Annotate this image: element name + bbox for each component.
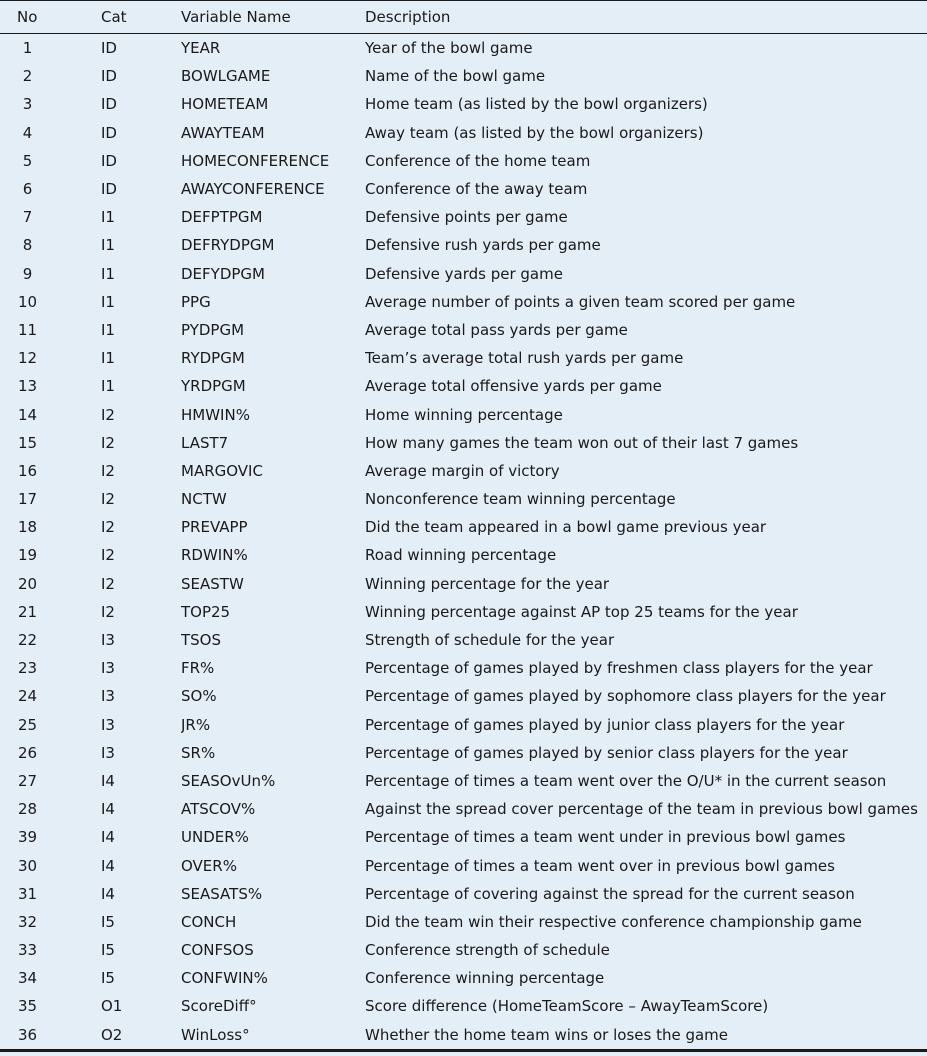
cell-description: Nonconference team winning percentage bbox=[365, 490, 676, 509]
cell-description: Percentage of times a team went over in previous bowl games bbox=[365, 856, 835, 875]
table-row bbox=[0, 767, 927, 795]
cell-cat: I2 bbox=[101, 433, 115, 452]
cell-no: 2 bbox=[22, 67, 33, 86]
table-row bbox=[0, 992, 927, 1020]
table-row bbox=[0, 1021, 927, 1051]
cell-description: Winning percentage for the year bbox=[365, 574, 610, 593]
cell-no: 9 bbox=[22, 264, 33, 283]
cell-description: Year of the bowl game bbox=[365, 39, 533, 58]
cell-variable-name: RDWIN% bbox=[181, 546, 248, 565]
cell-no: 32 bbox=[17, 912, 38, 931]
cell-cat: I2 bbox=[101, 490, 115, 509]
cell-cat: O2 bbox=[101, 1021, 181, 1051]
cell-cat: I3 bbox=[101, 743, 115, 762]
cell-description: Against the spread cover percentage of the team in previous bowl games bbox=[365, 800, 918, 819]
table-row bbox=[0, 203, 927, 231]
cell-variable-name: FR% bbox=[181, 659, 215, 678]
table-row bbox=[0, 429, 927, 457]
table-row bbox=[0, 795, 927, 823]
cell-variable-name: SR% bbox=[181, 743, 216, 762]
table-row bbox=[0, 908, 927, 936]
cell-description: Average total pass yards per game bbox=[365, 320, 628, 339]
cell-cat: I3 bbox=[101, 659, 115, 678]
cell-cat: I2 bbox=[101, 602, 115, 621]
cell-variable-name: PYDPGM bbox=[181, 320, 245, 339]
cell-variable-name: DEFRYDPGM bbox=[181, 236, 275, 255]
cell-cat: I4 bbox=[101, 800, 115, 819]
header-no: No bbox=[0, 1, 101, 34]
cell-variable-name: SEASTW bbox=[181, 574, 244, 593]
cell-cat: I1 bbox=[101, 264, 115, 283]
table-row bbox=[0, 598, 927, 626]
cell-cat: ID bbox=[101, 151, 117, 170]
table-row bbox=[0, 344, 927, 372]
cell-description: Average number of points a given team scored per game bbox=[365, 292, 796, 311]
cell-no: 30 bbox=[17, 856, 38, 875]
table-row bbox=[0, 147, 927, 175]
cell-cat: I3 bbox=[101, 715, 115, 734]
cell-cat: I2 bbox=[101, 574, 115, 593]
cell-no: 21 bbox=[17, 602, 38, 621]
cell-variable-name: JR% bbox=[181, 715, 211, 734]
table-row bbox=[0, 288, 927, 316]
cell-no: 4 bbox=[22, 123, 33, 142]
cell-variable-name: AWAYTEAM bbox=[181, 123, 265, 142]
table-row bbox=[0, 372, 927, 400]
cell-variable-name: YEAR bbox=[181, 39, 221, 58]
cell-variable-name: CONCH bbox=[181, 912, 237, 931]
cell-description: Did the team win their respective conference championship game bbox=[365, 912, 862, 931]
table-row bbox=[0, 119, 927, 147]
cell-variable-name: ScoreDiff° bbox=[181, 997, 257, 1016]
cell-variable-name: CONFWIN% bbox=[181, 969, 268, 988]
cell-description: Team’s average total rush yards per game bbox=[365, 349, 684, 368]
cell-variable-name: YRDPGM bbox=[181, 377, 246, 396]
cell-no: 17 bbox=[17, 490, 38, 509]
cell-no: 16 bbox=[17, 461, 38, 480]
cell-cat: I3 bbox=[101, 687, 115, 706]
cell-description: Percentage of times a team went under in previous bowl games bbox=[365, 828, 846, 847]
cell-description: Winning percentage against AP top 25 teams for the year bbox=[365, 602, 798, 621]
cell-cat: I4 bbox=[101, 828, 115, 847]
cell-no: 12 bbox=[17, 349, 38, 368]
cell-description: Percentage of games played by junior class players for the year bbox=[365, 715, 845, 734]
cell-no: 39 bbox=[17, 828, 38, 847]
table-row bbox=[0, 260, 927, 288]
cell-no: 14 bbox=[17, 405, 38, 424]
cell-cat: O1 bbox=[101, 997, 123, 1016]
table-row bbox=[0, 711, 927, 739]
table-row bbox=[0, 964, 927, 992]
table-row bbox=[0, 62, 927, 90]
cell-variable-name: AWAYCONFERENCE bbox=[181, 180, 325, 199]
cell-no: 19 bbox=[17, 546, 38, 565]
cell-description: Conference winning percentage bbox=[365, 969, 605, 988]
table-row bbox=[0, 880, 927, 908]
cell-description: Percentage of games played by freshmen class players for the year bbox=[365, 659, 873, 678]
cell-variable-name: WinLoss° bbox=[181, 1021, 365, 1051]
cell-description: Percentage of times a team went over the O/U* in the current season bbox=[365, 771, 887, 790]
cell-cat: ID bbox=[101, 39, 117, 58]
cell-description: Average total offensive yards per game bbox=[365, 377, 662, 396]
cell-no: 28 bbox=[17, 800, 38, 819]
cell-description: Away team (as listed by the bowl organizers) bbox=[365, 123, 704, 142]
cell-variable-name: RYDPGM bbox=[181, 349, 245, 368]
cell-no: 24 bbox=[17, 687, 38, 706]
cell-cat: I1 bbox=[101, 292, 115, 311]
cell-cat: ID bbox=[101, 123, 117, 142]
header-row bbox=[0, 1, 927, 34]
cell-variable-name: SEASOvUn% bbox=[181, 771, 276, 790]
cell-cat: I5 bbox=[101, 912, 115, 931]
cell-variable-name: HOMETEAM bbox=[181, 95, 269, 114]
table-row bbox=[0, 316, 927, 344]
cell-variable-name: PPG bbox=[181, 292, 211, 311]
table-body bbox=[0, 34, 927, 1051]
cell-no: 20 bbox=[17, 574, 38, 593]
table-row bbox=[0, 541, 927, 569]
cell-no: 36 bbox=[0, 1021, 101, 1051]
cell-description: Conference strength of schedule bbox=[365, 941, 610, 960]
cell-variable-name: HOMECONFERENCE bbox=[181, 151, 330, 170]
table-row bbox=[0, 654, 927, 682]
table-row bbox=[0, 570, 927, 598]
cell-description: Defensive points per game bbox=[365, 208, 568, 227]
cell-no: 11 bbox=[17, 320, 38, 339]
cell-cat: ID bbox=[101, 180, 117, 199]
cell-cat: I2 bbox=[101, 546, 115, 565]
cell-description: Strength of schedule for the year bbox=[365, 631, 615, 650]
header-cat: Cat bbox=[101, 1, 181, 34]
table-row bbox=[0, 485, 927, 513]
cell-no: 8 bbox=[22, 236, 33, 255]
table-row bbox=[0, 90, 927, 118]
cell-description: Defensive rush yards per game bbox=[365, 236, 601, 255]
cell-no: 15 bbox=[17, 433, 38, 452]
cell-cat: I3 bbox=[101, 631, 115, 650]
cell-variable-name: TOP25 bbox=[181, 602, 231, 621]
header-description: Description bbox=[365, 1, 927, 34]
cell-variable-name: DEFYDPGM bbox=[181, 264, 265, 283]
cell-variable-name: PREVAPP bbox=[181, 518, 248, 537]
cell-cat: I2 bbox=[101, 461, 115, 480]
cell-no: 18 bbox=[17, 518, 38, 537]
cell-cat: I1 bbox=[101, 377, 115, 396]
cell-no: 1 bbox=[22, 39, 33, 58]
cell-cat: I5 bbox=[101, 941, 115, 960]
cell-description: Percentage of games played by senior class players for the year bbox=[365, 743, 848, 762]
cell-description: Percentage of games played by sophomore class players for the year bbox=[365, 687, 886, 706]
cell-description: Whether the home team wins or loses the game bbox=[365, 1021, 927, 1051]
cell-variable-name: BOWLGAME bbox=[181, 67, 271, 86]
table-row bbox=[0, 739, 927, 767]
cell-cat: I1 bbox=[101, 349, 115, 368]
table-row bbox=[0, 936, 927, 964]
table-row bbox=[0, 626, 927, 654]
cell-description: Percentage of covering against the spread for the current season bbox=[365, 884, 855, 903]
cell-no: 5 bbox=[22, 151, 33, 170]
cell-cat: I4 bbox=[101, 884, 115, 903]
cell-variable-name: MARGOVIC bbox=[181, 461, 263, 480]
cell-cat: I2 bbox=[101, 405, 115, 424]
cell-description: How many games the team won out of their last 7 games bbox=[365, 433, 799, 452]
cell-cat: I5 bbox=[101, 969, 115, 988]
table-row bbox=[0, 34, 927, 63]
cell-variable-name: SEASATS% bbox=[181, 884, 263, 903]
cell-variable-name: LAST7 bbox=[181, 433, 229, 452]
table-row bbox=[0, 851, 927, 879]
table-row bbox=[0, 400, 927, 428]
table-row bbox=[0, 682, 927, 710]
cell-description: Did the team appeared in a bowl game previous year bbox=[365, 518, 767, 537]
table-row bbox=[0, 823, 927, 851]
cell-cat: I2 bbox=[101, 518, 115, 537]
cell-description: Conference of the home team bbox=[365, 151, 591, 170]
cell-variable-name: UNDER% bbox=[181, 828, 249, 847]
cell-description: Average margin of victory bbox=[365, 461, 560, 480]
cell-no: 27 bbox=[17, 771, 38, 790]
cell-variable-name: TSOS bbox=[181, 631, 222, 650]
cell-description: Road winning percentage bbox=[365, 546, 557, 565]
cell-cat: ID bbox=[101, 95, 117, 114]
cell-no: 25 bbox=[17, 715, 38, 734]
cell-cat: I4 bbox=[101, 771, 115, 790]
cell-variable-name: DEFPTPGM bbox=[181, 208, 263, 227]
cell-description: Conference of the away team bbox=[365, 180, 588, 199]
table-row bbox=[0, 457, 927, 485]
cell-no: 31 bbox=[17, 884, 38, 903]
cell-description: Defensive yards per game bbox=[365, 264, 563, 283]
cell-no: 23 bbox=[17, 659, 38, 678]
cell-cat: I4 bbox=[101, 856, 115, 875]
cell-description: Score difference (HomeTeamScore – AwayTeamScore) bbox=[365, 997, 769, 1016]
header-variable-name: Variable Name bbox=[181, 1, 365, 34]
cell-no: 35 bbox=[17, 997, 38, 1016]
cell-variable-name: CONFSOS bbox=[181, 941, 254, 960]
cell-variable-name: OVER% bbox=[181, 856, 237, 875]
cell-cat: I1 bbox=[101, 236, 115, 255]
cell-cat: I1 bbox=[101, 208, 115, 227]
cell-description: Name of the bowl game bbox=[365, 67, 546, 86]
cell-no: 34 bbox=[17, 969, 38, 988]
cell-no: 13 bbox=[17, 377, 38, 396]
cell-description: Home team (as listed by the bowl organizers) bbox=[365, 95, 708, 114]
cell-no: 26 bbox=[17, 743, 38, 762]
cell-cat: I1 bbox=[101, 320, 115, 339]
cell-no: 3 bbox=[22, 95, 33, 114]
table-row bbox=[0, 513, 927, 541]
cell-variable-name: NCTW bbox=[181, 490, 227, 509]
cell-no: 10 bbox=[17, 292, 38, 311]
cell-no: 6 bbox=[22, 180, 33, 199]
cell-variable-name: SO% bbox=[181, 687, 217, 706]
table-row bbox=[0, 231, 927, 259]
cell-description: Home winning percentage bbox=[365, 405, 563, 424]
cell-no: 22 bbox=[17, 631, 38, 650]
cell-cat: ID bbox=[101, 67, 117, 86]
table-row bbox=[0, 175, 927, 203]
cell-no: 7 bbox=[22, 208, 33, 227]
cell-variable-name: HMWIN% bbox=[181, 405, 250, 424]
cell-no: 33 bbox=[17, 941, 38, 960]
cell-variable-name: ATSCOV% bbox=[181, 800, 256, 819]
